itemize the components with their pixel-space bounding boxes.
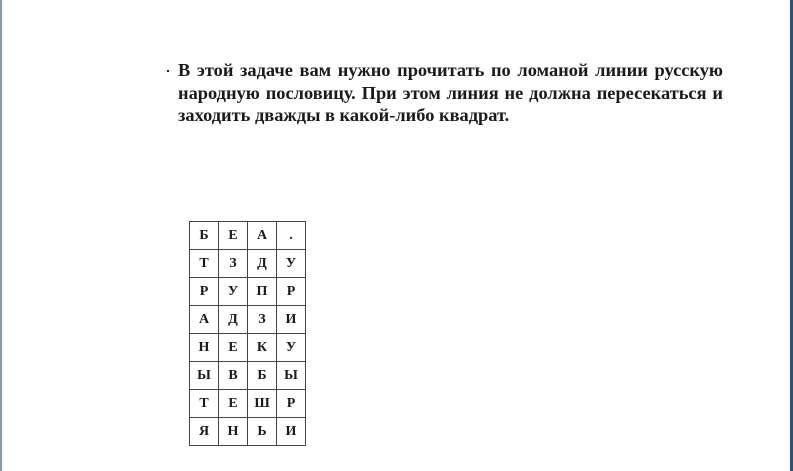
grid-cell: З (219, 250, 248, 278)
grid-row (190, 250, 306, 278)
grid-cell: Н (190, 334, 219, 362)
grid-cell: В (219, 362, 248, 390)
grid-cell: Б (248, 362, 277, 390)
grid-cell: Р (190, 278, 219, 306)
bullet-dot (167, 70, 169, 72)
grid-cell: Ь (248, 418, 277, 446)
grid-cell: Н (219, 418, 248, 446)
grid-cell: Е (219, 222, 248, 250)
grid-cell: Д (248, 250, 277, 278)
grid-cell: Д (219, 306, 248, 334)
grid-row (190, 222, 306, 250)
grid-cell: К (248, 334, 277, 362)
grid-cell: А (248, 222, 277, 250)
grid-row (190, 362, 306, 390)
grid-cell: Т (190, 390, 219, 418)
grid-cell: П (248, 278, 277, 306)
grid-cell: Е (219, 334, 248, 362)
grid-cell: И (277, 418, 306, 446)
grid-cell: Р (277, 278, 306, 306)
grid-cell: И (277, 306, 306, 334)
grid-cell: Т (190, 250, 219, 278)
grid-cell: У (277, 250, 306, 278)
window-left-border (0, 0, 2, 471)
letter-grid (189, 221, 306, 446)
grid-cell: Е (219, 390, 248, 418)
grid-cell: У (277, 334, 306, 362)
grid-cell: . (277, 222, 306, 250)
grid-cell: Ш (248, 390, 277, 418)
grid-cell: Р (277, 390, 306, 418)
grid-cell: А (190, 306, 219, 334)
grid-row (190, 334, 306, 362)
grid-cell: Ы (277, 362, 306, 390)
grid-cell: Я (190, 418, 219, 446)
grid-row (190, 306, 306, 334)
task-instructions: В этой задаче вам нужно прочитать по ломаной линии русскую народную пословицу. При этом линия не должна пересекаться и заходить дважды в какой-либо квадрат. (178, 60, 723, 125)
grid-cell: Б (190, 222, 219, 250)
grid-row (190, 278, 306, 306)
grid-cell: Ы (190, 362, 219, 390)
grid-row (190, 418, 306, 446)
grid-cell: З (248, 306, 277, 334)
grid-cell: У (219, 278, 248, 306)
grid-row (190, 390, 306, 418)
